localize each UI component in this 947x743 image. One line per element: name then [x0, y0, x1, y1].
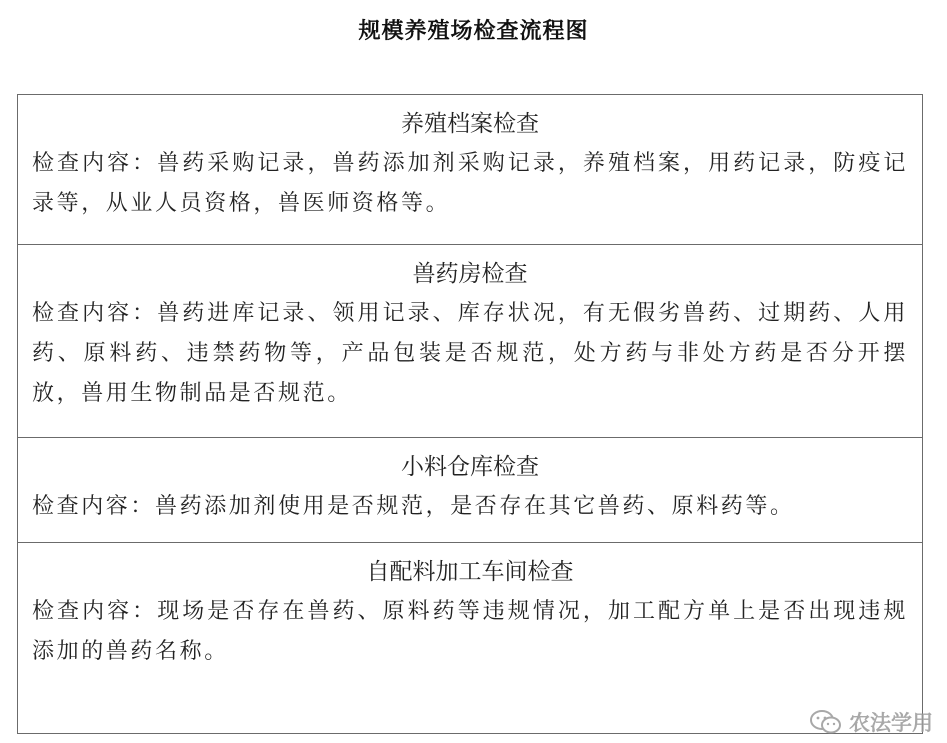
- section-vet-drug-room: [18, 245, 922, 438]
- watermark: [809, 707, 933, 737]
- section-content: 检查内容：兽药进库记录、领用记录、库存状况，有无假劣兽药、过期药、人用药、原料药、违禁药物等，产品包装是否规范，处方药与非处方药是否分开摆放，兽用生物制品是否规范。: [32, 301, 908, 406]
- section-feed-workshop: [18, 543, 922, 733]
- section-content: 检查内容：兽药添加剂使用是否规范，是否存在其它兽药、原料药等。: [32, 494, 795, 519]
- inspection-flow-table: [17, 94, 923, 734]
- section-heading: 小料仓库检查: [401, 454, 539, 480]
- section-content: 检查内容：现场是否存在兽药、原料药等违规情况，加工配方单上是否出现违规添加的兽药名称。: [32, 599, 908, 664]
- section-heading: 自配料加工车间检查: [366, 559, 574, 585]
- section-heading: 兽药房检查: [412, 261, 528, 287]
- watermark-text: 农法学用: [849, 711, 933, 735]
- section-heading: 养殖档案检查: [401, 111, 539, 137]
- page-title: 规模养殖场检查流程图: [358, 18, 589, 44]
- section-breeding-records: [18, 95, 922, 245]
- section-content: 检查内容：兽药采购记录，兽药添加剂采购记录，养殖档案，用药记录，防疫记录等，从业人员资格，兽医师资格等。: [32, 151, 908, 216]
- wechat-icon: [809, 709, 843, 735]
- section-small-material-warehouse: [18, 438, 922, 543]
